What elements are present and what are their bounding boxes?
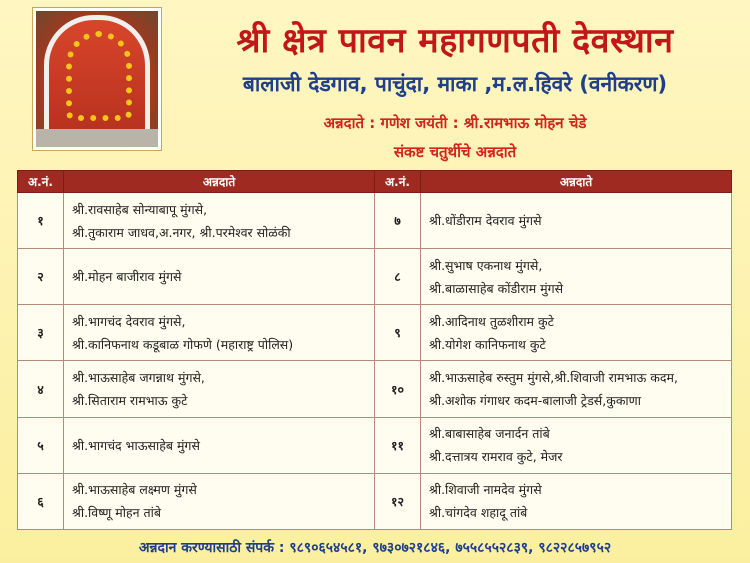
table-row: [18, 473, 732, 529]
donor-name: श्री.भाऊसाहेब रुस्तुम मुंगसे,श्री.शिवाजी रामभाऊ कदम,: [429, 370, 678, 386]
serial-number: ४: [18, 361, 64, 417]
donor-names: [421, 193, 732, 249]
donor-name: श्री.चांगदेव शहादू तांबे: [429, 505, 528, 521]
donor-names: [421, 417, 732, 473]
location-subtitle: बालाजी देडगाव, पाचुंदा, माका ,म.ल.हिवरे (वनीकरण): [242, 72, 668, 96]
table-row: [18, 305, 732, 361]
contact-footer: [0, 538, 750, 557]
donor-names: [64, 473, 375, 529]
donor-name: श्री.बाळासाहेब कोंडीराम मुंगसे: [429, 280, 564, 296]
donor-name: श्री.सुभाष एकनाथ मुंगसे,: [429, 257, 543, 273]
donor-name: श्री.भाऊसाहेब जगन्नाथ मुंगसे,: [72, 370, 205, 386]
donor-table: [17, 170, 732, 530]
col-header-donors: अन्नदाते: [64, 171, 375, 193]
donor-name: श्री.अशोक गंगाधर कदम-बालाजी ट्रेडर्स,कुकाणा: [429, 393, 641, 409]
page-title: श्री क्षेत्र पावन महागणपती देवस्थान: [236, 21, 674, 61]
donor-name: श्री.आदिनाथ तुळशीराम कुटे: [429, 313, 554, 329]
col-header-no: अ.नं.: [375, 171, 421, 193]
donor-name: श्री.धोंडीराम देवराव मुंगसे: [429, 213, 542, 229]
donor-names: [64, 417, 375, 473]
serial-number: ८: [375, 249, 421, 305]
donor-name: श्री.बाबासाहेब जनार्दन तांबे: [429, 426, 550, 442]
donor-name: श्री.भाऊसाहेब लक्ष्मण मुंगसे: [72, 482, 197, 498]
serial-number: ११: [375, 417, 421, 473]
donor-name: श्री.दत्तात्रय रामराव कुटे, मेजर: [429, 449, 563, 465]
table-row: [18, 249, 732, 305]
donor-names: [64, 305, 375, 361]
donor-names: [64, 193, 375, 249]
table-row: [18, 193, 732, 249]
donor-names: [421, 305, 732, 361]
serial-number: २: [18, 249, 64, 305]
col-header-no: अ.नं.: [18, 171, 64, 193]
contact-label: अन्नदान करण्यासाठी संपर्क :: [138, 540, 285, 556]
serial-number: ३: [18, 305, 64, 361]
donor-name: श्री.सिताराम रामभाऊ कुटे: [72, 393, 188, 409]
donor-names: [64, 361, 375, 417]
donor-names: [421, 473, 732, 529]
table-row: [18, 361, 732, 417]
serial-number: ७: [375, 193, 421, 249]
donor-name: श्री.भागचंद देवराव मुंगसे,: [72, 313, 186, 329]
donor-name: श्री.शिवाजी नामदेव मुंगसे: [429, 482, 542, 498]
donor-name: श्री.तुकाराम जाधव,अ.नगर, श्री.परमेश्वर सोळंकी: [72, 224, 291, 240]
serial-number: ५: [18, 417, 64, 473]
idol-base: [36, 129, 158, 147]
donor-line: अन्नदाते : गणेश जयंती : श्री.रामभाऊ मोहन चेडे: [323, 114, 587, 132]
donor-name: श्री.योगेश कानिफनाथ कुटे: [429, 336, 546, 352]
table-header-row: [18, 171, 732, 193]
serial-number: ६: [18, 473, 64, 529]
serial-number: ९: [375, 305, 421, 361]
donor-name: श्री.भागचंद भाऊसाहेब मुंगसे: [72, 437, 200, 453]
sankashti-donors-heading: संकष्ट चतुर्थीचे अन्नदाते: [393, 143, 517, 161]
donor-name: श्री.विष्णू मोहन तांबे: [72, 505, 162, 521]
flower-garland: [66, 31, 132, 121]
donor-names: [421, 361, 732, 417]
donor-name: श्री.रावसाहेब सोन्याबापू मुंगसे,: [72, 201, 208, 217]
donor-name: श्री.मोहन बाजीराव मुंगसे: [72, 269, 182, 285]
table-row: [18, 417, 732, 473]
contact-phones: ९८९०६५४५८१, ९७३०७२१८४६, ७५५८५५२८३९, ९८२२८५७९५२: [289, 540, 612, 556]
col-header-donors: अन्नदाते: [421, 171, 732, 193]
serial-number: १०: [375, 361, 421, 417]
serial-number: १: [18, 193, 64, 249]
donor-names: [64, 249, 375, 305]
donor-names: [421, 249, 732, 305]
serial-number: १२: [375, 473, 421, 529]
ganpati-idol-photo: [33, 8, 161, 150]
donor-name: श्री.कानिफनाथ कडूबाळ गोफणे (महाराष्ट्र पोलिस): [72, 336, 294, 352]
